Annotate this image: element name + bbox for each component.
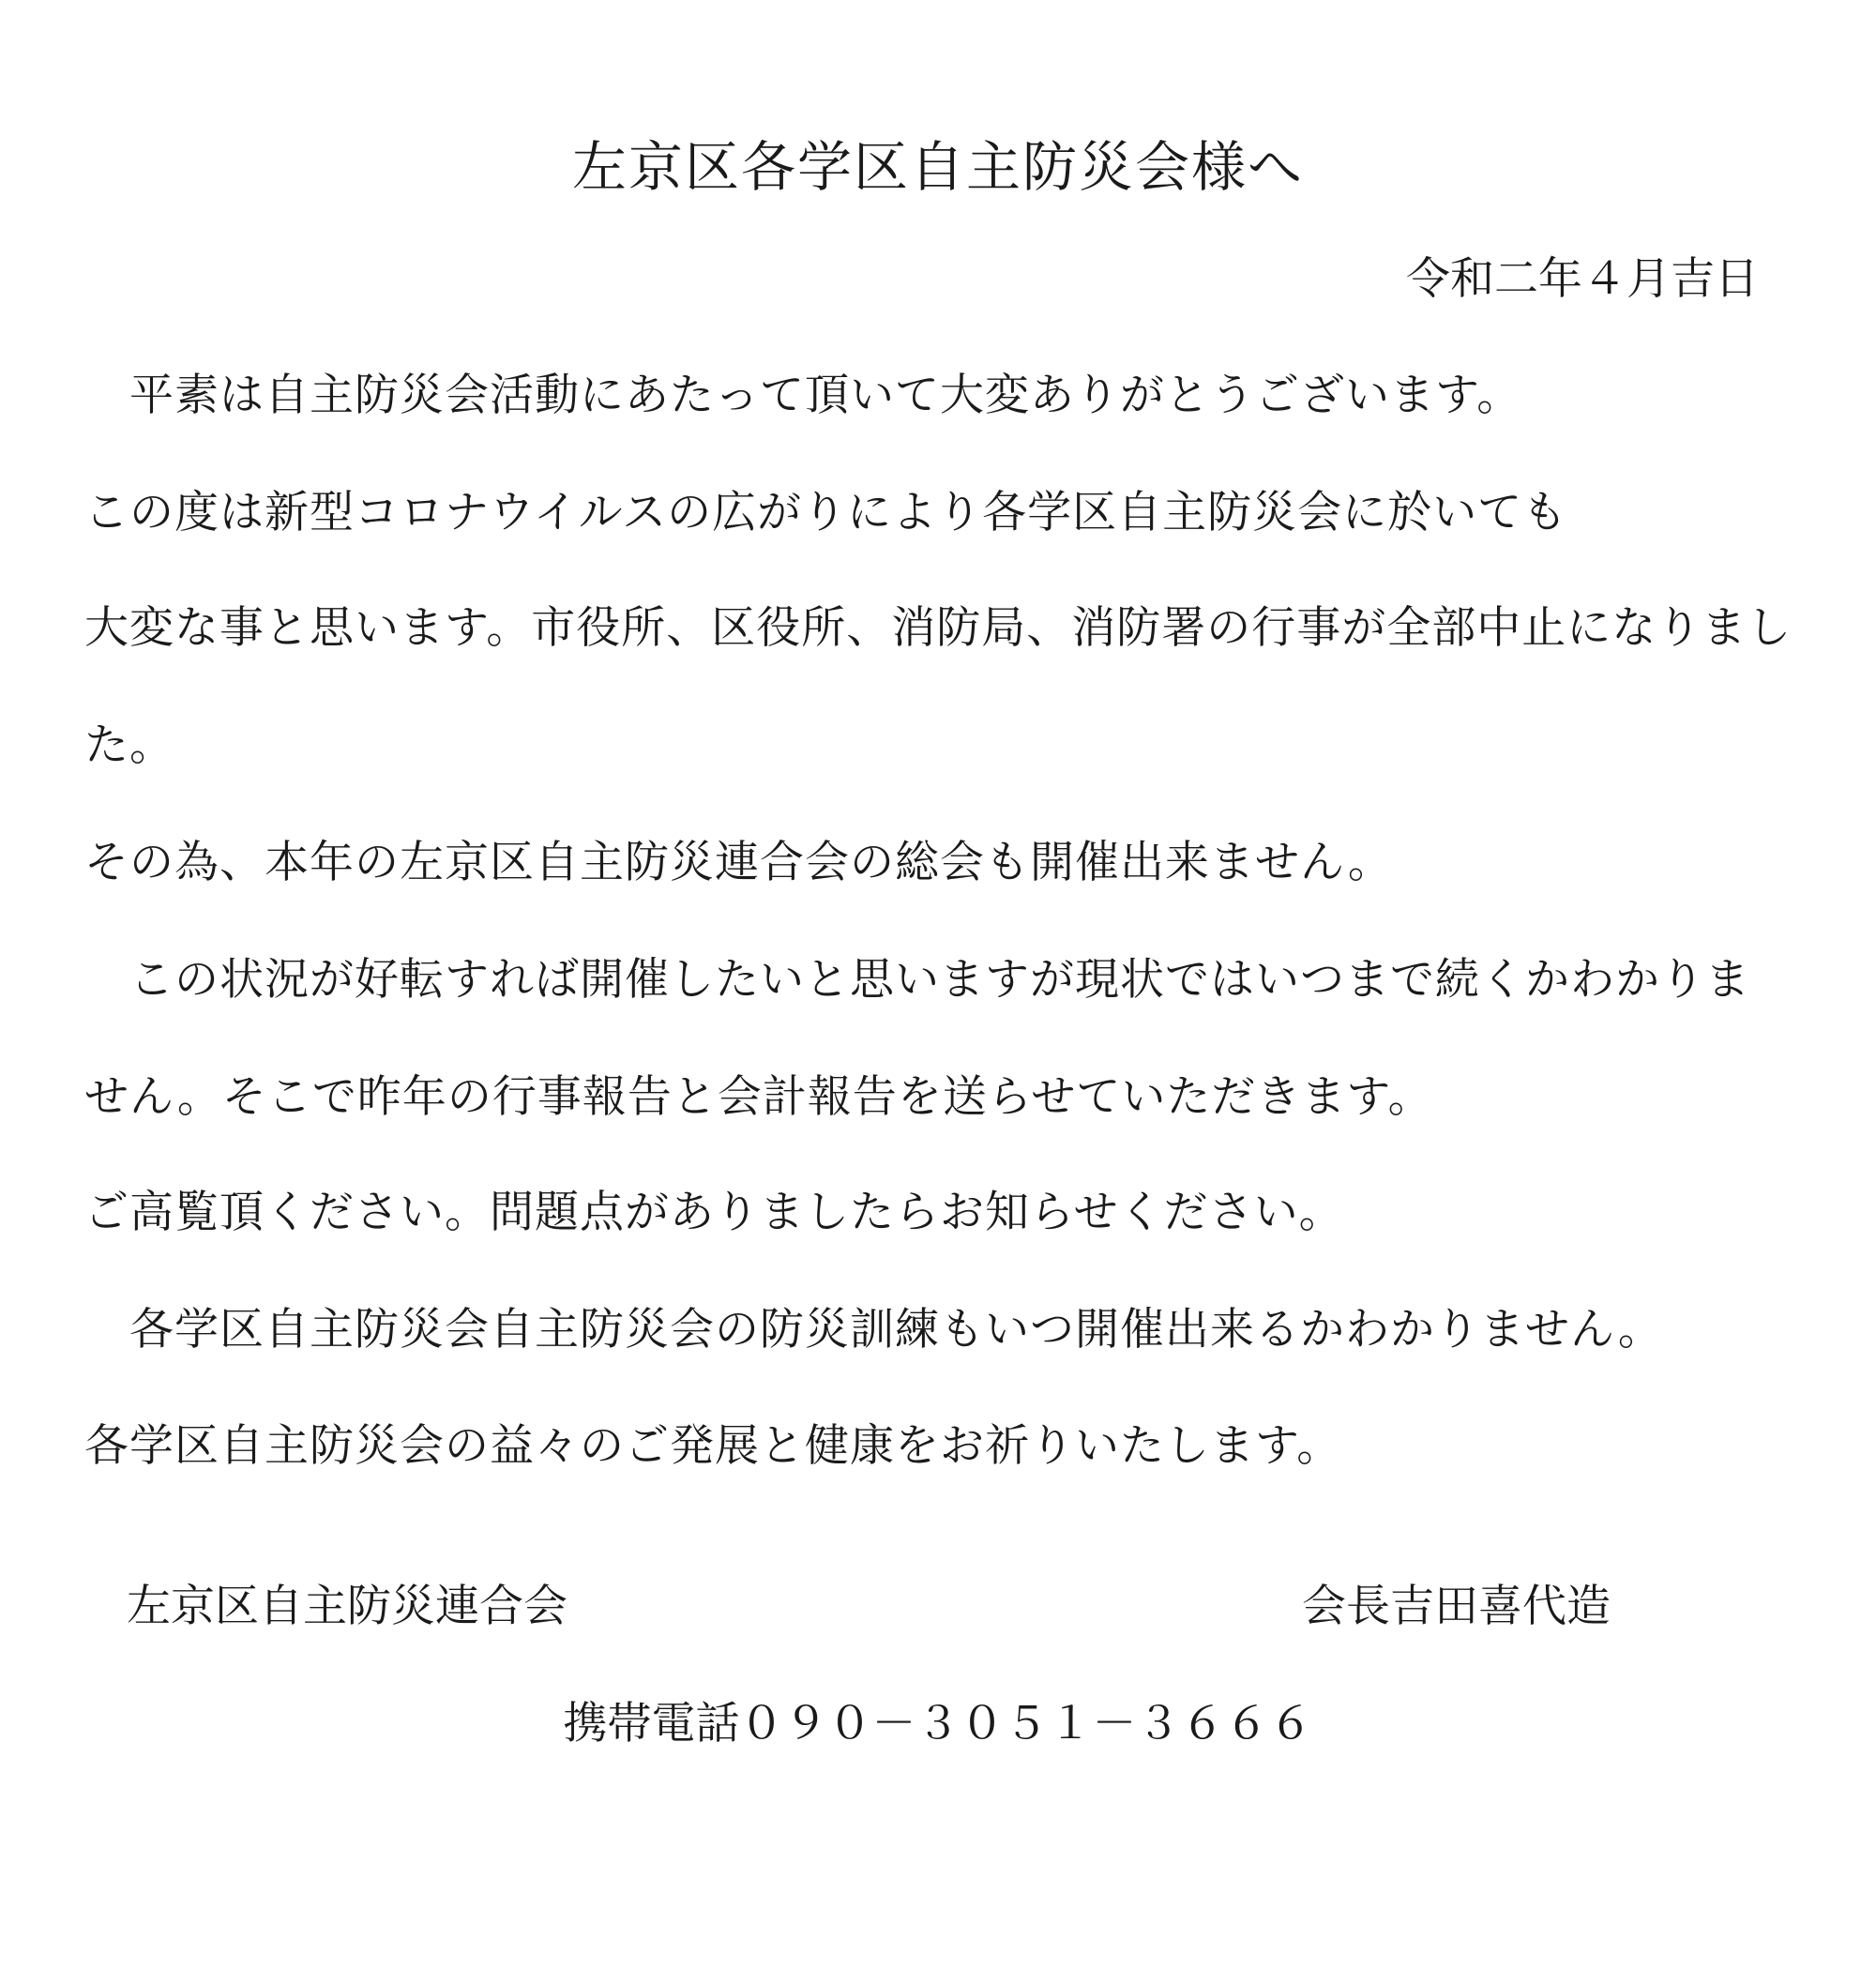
contact-phone: 携帯電話０９０－３０５１－３６６６	[563, 1698, 1313, 1749]
organization-name: 左京区自主防災連合会	[127, 1581, 567, 1632]
body-line: その為、本年の左京区自主防災連合会の総会も開催出来ません。	[84, 837, 1393, 888]
body-line: 各学区自主防災会自主防災会の防災訓練もいつ開催出来るかわかりません。	[84, 1304, 1663, 1356]
body-line: 各学区自主防災会の益々のご発展と健康をお祈りいたします。	[84, 1420, 1342, 1472]
body-line: せん。そこで昨年の行事報告と会計報告を送らせていただきます。	[84, 1071, 1433, 1123]
chairman-name: 会長吉田喜代造	[1302, 1581, 1611, 1632]
body-line: ご高覧頂ください。問題点がありましたらお知らせください。	[84, 1187, 1344, 1238]
body-line: この状況が好転すれば開催したいと思いますが現状ではいつまで続くかわかりま	[84, 954, 1750, 1006]
body-line: 平素は自主防災会活動にあたって頂いて大変ありがとうございます。	[84, 370, 1522, 421]
letter-title: 左京区各学区自主防災会様へ	[571, 135, 1304, 199]
body-line: 大変な事と思います。市役所、区役所、消防局、消防署の行事が全部中止になりまし	[84, 602, 1793, 654]
body-line: た。	[84, 719, 174, 771]
body-line: この度は新型コロナウイルスの広がりにより各学区自主防災会に於いても	[84, 487, 1568, 538]
letter-date: 令和二年４月吉日	[1406, 253, 1759, 305]
